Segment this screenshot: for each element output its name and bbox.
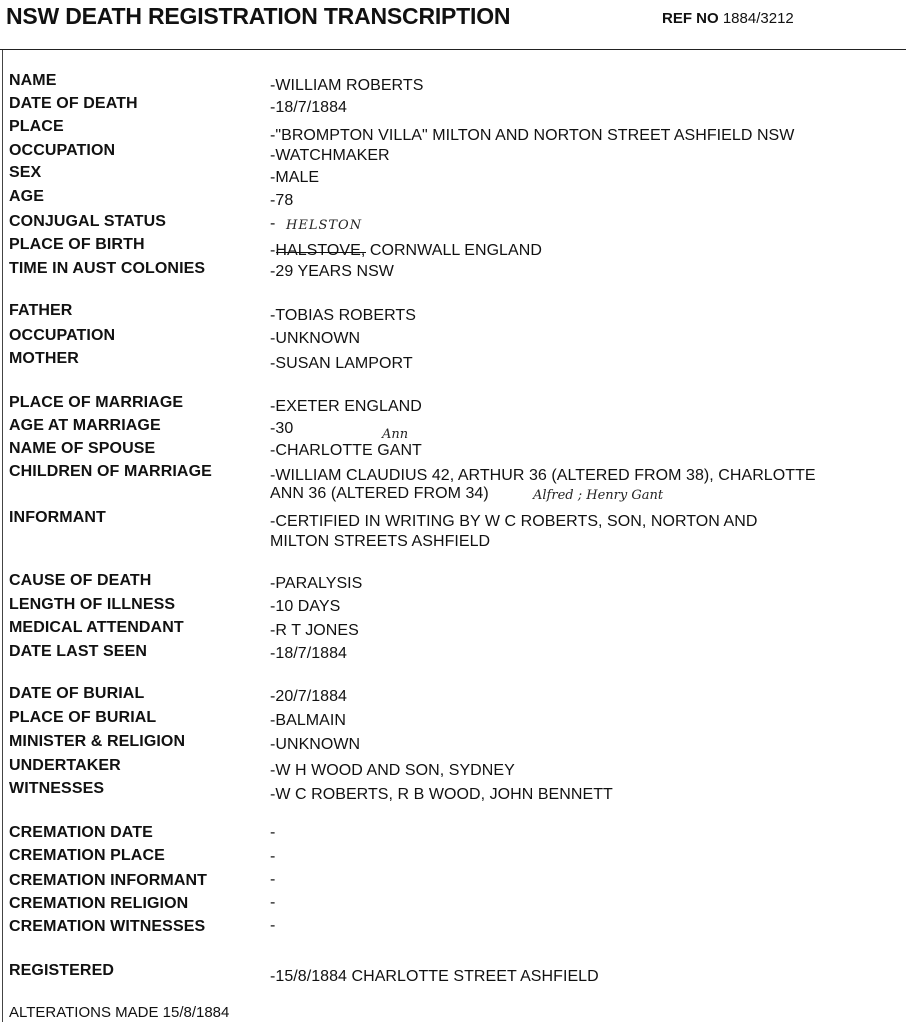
label-time-in-aust-colonies: TIME IN AUST COLONIES — [9, 260, 206, 277]
value-cremation-date: - — [270, 824, 276, 841]
label-medical-attendant: MEDICAL ATTENDANT — [9, 619, 184, 636]
label-cremation-informant: CREMATION INFORMANT — [9, 872, 208, 889]
label-witnesses: WITNESSES — [9, 780, 105, 797]
spouse-first: -CHARLOTTE — [270, 442, 373, 459]
label-undertaker: UNDERTAKER — [9, 757, 121, 774]
label-age-at-marriage: AGE AT MARRIAGE — [9, 417, 161, 434]
value-minister-religion: -UNKNOWN — [270, 736, 361, 753]
label-sex: SEX — [9, 164, 42, 181]
handwritten-spouse-insert: Ann — [382, 427, 409, 442]
label-conjugal-status: CONJUGAL STATUS — [9, 213, 167, 230]
value-mother: -SUSAN LAMPORT — [270, 355, 413, 372]
value-registered: -15/8/1884 CHARLOTTE STREET ASHFIELD — [270, 968, 599, 985]
value-place-of-marriage: -EXETER ENGLAND — [270, 398, 422, 415]
label-cremation-witnesses: CREMATION WITNESSES — [9, 918, 206, 935]
page-title: NSW DEATH REGISTRATION TRANSCRIPTION — [6, 3, 511, 29]
label-place-of-marriage: PLACE OF MARRIAGE — [9, 394, 184, 411]
value-date-of-burial: -20/7/1884 — [270, 688, 348, 705]
value-place-of-birth — [270, 242, 542, 260]
value-occupation: -WATCHMAKER — [270, 147, 390, 164]
value-cremation-witnesses: - — [270, 917, 276, 934]
value-children-line2: ANN 36 (ALTERED FROM 34) — [270, 485, 489, 502]
label-mother: MOTHER — [9, 350, 79, 367]
value-name-of-spouse — [270, 442, 422, 460]
value-medical-attendant: -R T JONES — [270, 622, 359, 639]
label-minister-religion: MINISTER & RELIGION — [9, 733, 186, 750]
value-length-of-illness: -10 DAYS — [270, 598, 341, 615]
alterations-note: ALTERATIONS MADE 15/8/1884 — [9, 1004, 230, 1021]
label-father: FATHER — [9, 302, 73, 319]
value-informant-line2: MILTON STREETS ASHFIELD — [270, 533, 491, 550]
label-date-of-burial: DATE OF BURIAL — [9, 685, 145, 702]
value-name: -WILLIAM ROBERTS — [270, 77, 424, 94]
label-date-of-death: DATE OF DEATH — [9, 95, 138, 112]
spouse-rest: GANT — [372, 442, 422, 459]
value-place-of-burial: -BALMAIN — [270, 712, 346, 729]
value-cremation-informant: - — [270, 871, 276, 888]
value-undertaker: -W H WOOD AND SON, SYDNEY — [270, 762, 515, 779]
label-registered: REGISTERED — [9, 962, 115, 979]
label-cremation-date: CREMATION DATE — [9, 824, 153, 841]
label-cremation-religion: CREMATION RELIGION — [9, 895, 189, 912]
label-informant: INFORMANT — [9, 509, 106, 526]
label-length-of-illness: LENGTH OF ILLNESS — [9, 596, 176, 613]
struck-birthplace: -HALSTOVE — [270, 242, 361, 259]
value-age-at-marriage: -30 — [270, 420, 294, 437]
label-father-occupation: OCCUPATION — [9, 327, 116, 344]
ref-label: REF NO — [662, 10, 719, 27]
label-name: NAME — [9, 72, 57, 89]
left-border — [2, 50, 3, 1022]
value-informant-line1: -CERTIFIED IN WRITING BY W C ROBERTS, SON, NORTON AND — [270, 513, 758, 530]
label-cremation-place: CREMATION PLACE — [9, 847, 165, 864]
label-name-of-spouse: NAME OF SPOUSE — [9, 440, 156, 457]
label-children-of-marriage: CHILDREN OF MARRIAGE — [9, 463, 212, 480]
value-cause-of-death: -PARALYSIS — [270, 575, 363, 592]
handwritten-birthplace-correction: HELSTON — [286, 218, 363, 233]
value-father-occupation: -UNKNOWN — [270, 330, 361, 347]
label-place-of-birth: PLACE OF BIRTH — [9, 236, 145, 253]
value-date-of-death: -18/7/1884 — [270, 99, 348, 116]
birthplace-rest: , CORNWALL ENGLAND — [360, 242, 542, 259]
label-place-of-burial: PLACE OF BURIAL — [9, 709, 157, 726]
value-date-last-seen: -18/7/1884 — [270, 645, 348, 662]
label-place: PLACE — [9, 118, 64, 135]
value-sex: -MALE — [270, 169, 320, 186]
value-time-in-aust-colonies: -29 YEARS NSW — [270, 263, 394, 280]
value-cremation-place: - — [270, 848, 276, 865]
handwritten-children-additions: Alfred ; Henry Gant — [533, 488, 664, 503]
label-age: AGE — [9, 188, 44, 205]
value-father: -TOBIAS ROBERTS — [270, 307, 416, 324]
label-date-last-seen: DATE LAST SEEN — [9, 643, 148, 660]
reference-number — [662, 10, 794, 27]
value-conjugal-status: - — [270, 215, 276, 232]
value-age: -78 — [270, 192, 294, 209]
value-children-line1: -WILLIAM CLAUDIUS 42, ARTHUR 36 (ALTERED FROM 38), CHARLOTTE — [270, 467, 816, 484]
value-witnesses: -W C ROBERTS, R B WOOD, JOHN BENNETT — [270, 786, 613, 803]
label-occupation: OCCUPATION — [9, 142, 116, 159]
value-place: -"BROMPTON VILLA" MILTON AND NORTON STREET ASHFIELD NSW — [270, 127, 795, 144]
strikethrough-line — [276, 252, 366, 253]
ref-value: 1884/3212 — [722, 10, 794, 27]
header-divider — [0, 49, 906, 50]
label-cause-of-death: CAUSE OF DEATH — [9, 572, 152, 589]
value-cremation-religion: - — [270, 894, 276, 911]
